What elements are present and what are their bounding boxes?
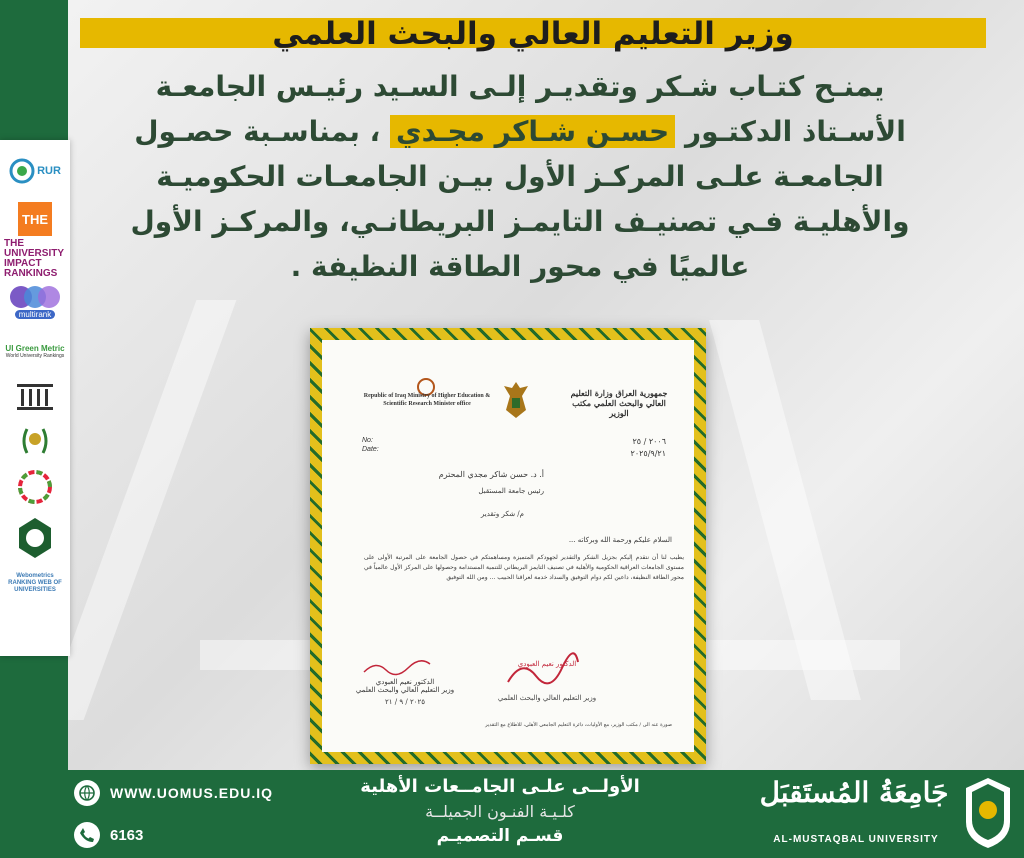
iraq-eagle-emblem-icon — [502, 380, 530, 420]
signature-left-title: وزير التعليم العالي والبحث العلمي — [355, 686, 455, 694]
letter-no-date-labels — [362, 436, 379, 454]
letter-number-date — [631, 436, 666, 460]
phone-row[interactable] — [74, 822, 143, 848]
announcement-line: الجامعـة علـى المركـز الأول بيـن الجامعـات الحكوميـة — [156, 160, 884, 193]
letter-cc: صورة عنه الى / مكتب الوزير، مع الأوليات، دائرة التعليم الجامعي الأهلي، للاطلاع مع التقدير — [485, 722, 672, 728]
multirank-logo — [4, 279, 66, 323]
announcement-text — [80, 64, 960, 289]
arab-universities-laurel-icon — [4, 420, 66, 462]
website-link[interactable]: WWW.UOMUS.EDU.IQ — [110, 785, 273, 801]
university-name-ar: جَامِعَةُ المُستَقبَل — [759, 776, 949, 809]
ui-greenmetric-logo — [4, 328, 66, 374]
webometrics-text: Webometrics RANKING WEB OF UNIVERSITIES — [8, 572, 62, 593]
the-logo — [4, 199, 66, 239]
signature-left-icon — [362, 658, 432, 678]
impact-rankings-text: THE UNIVERSITY IMPACT RANKINGS — [4, 238, 64, 279]
announcement-line: يمنـح كتـاب شـكر وتقديـر إلـى السـيد رئيـس الجامعـة — [155, 70, 885, 103]
announcement-line: عالميًا في محور الطاقة النظيفة . — [290, 250, 750, 283]
announcement-line: والأهليـة فـي تصنيـف التايمـز البريطانـي، والمركـز الأول — [130, 205, 910, 238]
rur-logo — [4, 148, 66, 194]
greenmetric-subtext: World University Rankings — [5, 352, 65, 359]
webometrics-logo — [4, 569, 66, 597]
letter-header-ar: جمهورية العراق وزارة التعليم العالي والبحث العلمي مكتب الوزير — [570, 388, 668, 418]
footer-line-2: كلـيـة الفنـون الجميلــة — [425, 802, 575, 821]
letter-date: ٢٠٢٥/٩/٢١ — [630, 449, 666, 458]
letter-paragraph: يطيب لنا أن نتقدم إليكم بجزيل الشكر والتقدير لجهودكم المتميزة ومساهمتكم في حصول الجامعة على المرتبة الأولى على مستوى الجامعات العراقية الحكومية والأهلية في تصنيف التايمز البريطاني للتنمية المستدامة وحصولها على المركز الأول عالمياً في محور الطاقة النظيفة، داعين لكم دوام التوفيق والسداد خدمة لعراقنا الحبيب ... ومن الله التوفيق — [364, 554, 684, 581]
signature-left — [350, 678, 460, 706]
signature-right-name: الدكتور نعيم العبودي — [517, 660, 577, 668]
the-logo-badge: THE — [18, 202, 52, 236]
letter-greeting: السلام عليكم ورحمة الله وبركاته ... — [568, 536, 672, 544]
footer-line-3: قسـم التصميـم — [436, 826, 564, 846]
university-name-en: AL-MUSTAQBAL UNIVERSITY — [773, 834, 939, 845]
letter-number: ٢٠٠٦ / ٢٥ — [632, 437, 666, 446]
the-impact-rankings-logo — [4, 238, 66, 279]
phone-icon — [74, 822, 100, 848]
globe-icon — [74, 780, 100, 806]
footer-line-1: الأولــى علـى الجامــعات الأهلية — [360, 776, 640, 797]
letter-frame — [310, 328, 706, 764]
sdg-wheel-icon — [4, 467, 66, 507]
letter-subject: م/ شكر وتقدير — [480, 510, 524, 518]
multirank-text: multirank — [15, 310, 55, 319]
signature-right — [492, 660, 602, 702]
pillars-icon — [4, 379, 66, 415]
signature-left-name: الدكتور نعيم العبودي — [375, 678, 435, 686]
letter-header-en: Republic of Iraq Ministry of Higher Education & Scientific Research Minister office — [363, 393, 491, 407]
letter-recipient: أ. د. حسن شاكر مجدي المحترم — [438, 470, 544, 479]
arab-engineers-federation-icon — [4, 512, 66, 564]
date-label: Date: — [362, 446, 379, 453]
headline: وزير التعليم العالي والبحث العلمي — [272, 16, 794, 52]
no-label: No: — [362, 437, 373, 444]
rur-logo-text: RUR — [37, 165, 61, 177]
phone-number[interactable]: 6163 — [110, 826, 144, 844]
announcement-line-part: ، بمناسـبة حصـول — [134, 115, 381, 148]
signature-right-title: وزير التعليم العالي والبحث العلمي — [497, 694, 597, 702]
official-letter — [322, 340, 694, 752]
university-crest-icon — [962, 776, 1014, 850]
highlighted-name: حسـن شـاكر مجـدي — [390, 115, 675, 148]
website-row[interactable] — [74, 780, 273, 806]
announcement-line-part: الأسـتاذ الدكتـور — [684, 115, 906, 148]
announcement-line — [80, 109, 960, 154]
footer-text-block — [330, 774, 670, 848]
greenmetric-text: UI Green Metric — [5, 343, 65, 353]
signature-left-date: ٢٠٢٥ / ٩ / ٢١ — [385, 698, 425, 706]
letter-recipient-title: رئيس جامعة المستقبل — [478, 487, 544, 495]
rankings-logo-strip — [0, 140, 70, 656]
